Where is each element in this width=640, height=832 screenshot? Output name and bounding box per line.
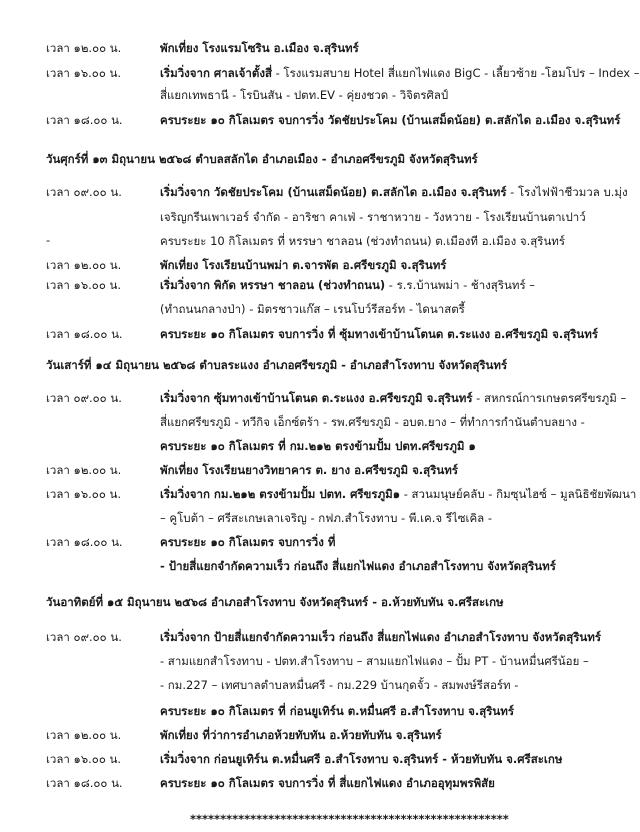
time-label: เวลา ๑๘.๐๐ น. (46, 327, 123, 341)
activity-text: ครบระยะ ๑๐ กิโลเมตร จบการวิ่ง ที่ (160, 535, 336, 549)
time-label: เวลา ๑๒.๐๐ น. (46, 463, 122, 477)
day-header-text: วันอาทิตย์ที่ ๑๕ มิถุนายน ๒๕๖๘ อำเภอสำโรงทาบ จังหวัดสุรินทร์ - อ.ห้วยทับทัน จ.ศรีสะเกษ (46, 595, 504, 609)
day-header-text: วันศุกร์ที่ ๑๓ มิถุนายน ๒๕๖๘ ตำบลสลักได อำเภอเมือง - อำเภอศรีขรภูมิ จังหวัดสุรินทร์ (46, 152, 478, 166)
activity-text: เริ่มวิ่งจาก ก่อนยูเทิร์น ต.หมื่นศรี อ.สำโรงทาบ จ.สุรินทร์ - ห้วยทับทัน จ.ศรีสะเกษ (160, 752, 563, 766)
activity-route: - สามแยกสำโรงทาบ - ปตท.สำโรงทาบ – สามแยกไฟแดง – ปั้ม PT - บ้านหมื่นศรีน้อย – (160, 654, 589, 668)
activity-bold: เริ่มวิ่งจาก ศาลเจ้าตั้งสี่ (160, 66, 272, 80)
activity-bold: เริ่มวิ่งจาก กม.๒๑๒ ตรงข้ามปั้ม ปตท. ศรีขรภูมิ๑ (160, 487, 401, 501)
time-label: เวลา ๑๘.๐๐ น. (46, 535, 123, 549)
time-label: เวลา ๐๙.๐๐ น. (46, 630, 122, 644)
time-label: เวลา ๑๒.๐๐ น. (46, 41, 122, 55)
activity-text: ครบระยะ ๑๐ กิโลเมตร จบการวิ่ง ที่ ซุ้มทางเข้าบ้านโตนด ต.ระแงง อ.ศรีขรภูมิ จ.สุรินทร์ (160, 327, 599, 341)
activity-route: - สวนมนุษย์คลับ - กิมซุนไฮซ์ – มูลนิธิชัยพัฒนา (400, 487, 637, 501)
time-label: เวลา ๑๖.๐๐ น. (46, 66, 122, 80)
activity-text: เริ่มวิ่งจาก ป้ายสี่แยกจำกัดความเร็ว ก่อนถึง สี่แยกไฟแดง อำเภอสำโรงทาบ จังหวัดสุรินทร์ (160, 630, 602, 644)
time-label: เวลา ๑๒.๐๐ น. (46, 258, 122, 272)
activity-text (160, 184, 628, 202)
day-header-text: วันเสาร์ที่ ๑๔ มิถุนายน ๒๕๖๘ ตำบลระแงง อำเภอศรีขรภูมิ - อำเภอสำโรงทาบ จังหวัดสุรินทร์ (46, 358, 508, 372)
footer-stars: ***************************************************** (190, 812, 509, 826)
activity-route: – คูโบต้า – ศรีสะเกษเลาเจริญ - กฟภ.สำโรงทาบ - พี.เค.จ รีไซเคิล - (160, 511, 492, 525)
activity-route: สี่แยกเทพธานี - โรบินสัน - ปตท.EV - คุ่ยงชวด - วิจิตรศิลป์ (160, 88, 449, 102)
activity-text: ครบระยะ ๑๐ กิโลเมตร จบการวิ่ง วัดชัยประโคม (บ้านเสม็ดน้อย) ต.สลักได อ.เมือง จ.สุรินทร์ (160, 113, 621, 127)
bullet-dash: - (46, 233, 51, 247)
time-label: เวลา ๑๖.๐๐ น. (46, 278, 122, 292)
activity-text: - ป้ายสี่แยกจำกัดความเร็ว ก่อนถึง สี่แยกไฟแดง อำเภอสำโรงทาบ จังหวัดสุรินทร์ (160, 559, 556, 573)
activity-text: พักเที่ยง โรงเรียนบ้านพม่า ต.จารพัต อ.ศรีขรภูมิ จ.สุรินทร์ (160, 258, 447, 272)
activity-route: - สหกรณ์การเกษตรศรีขรภูมิ – (472, 391, 627, 405)
time-label: เวลา ๐๙.๐๐ น. (46, 391, 122, 405)
activity-text (160, 65, 639, 83)
activity-route: - ร.ร.บ้านพม่า - ช้างสุรินทร์ – (385, 278, 536, 292)
activity-bold: เริ่มวิ่งจาก วัดชัยประโคม (บ้านเสม็ดน้อย) ต.สลักได อ.เมือง จ.สุรินทร์ (160, 185, 507, 199)
time-label: เวลา ๑๒.๐๐ น. (46, 728, 122, 742)
activity-text: ครบระยะ ๑๐ กิโลเมตร จบการวิ่ง ที่ สี่แยกไฟแดง อำเภออุทุมพรพิสัย (160, 776, 495, 790)
activity-text: พักเที่ยง โรงแรมโซริน อ.เมือง จ.สุรินทร์ (160, 41, 359, 55)
activity-text: ครบระยะ ๑๐ กิโลเมตร ที่ กม.๒๑๒ ตรงข้ามปั้ม ปตท.ศรีขรภูมิ ๑ (160, 439, 476, 453)
activity-route: สี่แยกศรีขรภูมิ - ทวีกิจ เอ็กซ์ตร้า - รพ.ศรีขรภูมิ - อบต.ยาง – ที่ทำการกำนันตำบลยาง - (160, 415, 585, 429)
activity-text: พักเที่ยง ที่ว่าการอำเภอห้วยทับทัน อ.ห้วยทับทัน จ.สุรินทร์ (160, 728, 442, 742)
time-label: เวลา ๑๖.๐๐ น. (46, 487, 122, 501)
activity-route: - กม.227 – เทศบาลตำบลหมื่นศรี - กม.229 บ้านกุดจั้ว - สมพงษ์รีสอร์ท - (160, 678, 519, 692)
time-label: เวลา ๑๘.๐๐ น. (46, 776, 123, 790)
activity-text: พักเที่ยง โรงเรียนยางวิทยาคาร ต. ยาง อ.ศรีขรภูมิ จ.สุรินทร์ (160, 463, 458, 477)
activity-text (160, 277, 535, 295)
time-label: เวลา ๑๖.๐๐ น. (46, 752, 122, 766)
activity-bold: เริ่มวิ่งจาก พิกัด หรรษา ชาลอน (ช่วงทำถนน) (160, 278, 386, 292)
time-label: เวลา ๑๘.๐๐ น. (46, 113, 123, 127)
activity-bold: เริ่มวิ่งจาก ซุ้มทางเข้าบ้านโตนด ต.ระแงง อ.ศรีขรภูมิ จ.สุรินทร์ (160, 391, 473, 405)
activity-route: - โรงแรมสบาย Hotel สี่แยกไฟแดง BigC - เลี้ยวซ้าย -โฮมโปร – Index – (271, 66, 640, 80)
activity-text (160, 486, 636, 504)
activity-route: - โรงไฟฟ้าชีวมวล บ.มุ่ง (506, 185, 628, 199)
activity-route: เจริญกรีนเพาเวอร์ จำกัด - อาริชา คาเฟ่ - ราชาหวาย - วังหวาย - โรงเรียนบ้านตาเปาว์ (160, 210, 586, 224)
activity-route: (ทำถนนกลางป่า) - มิตรชาวแก๊ส – เรนโบว์รีสอร์ท - ไดนาสตรี้ (160, 302, 465, 316)
activity-text: ครบระยะ ๑๐ กิโลเมตร ที่ ก่อนยูเทิร์น ต.หมื่นศรี อ.สำโรงทาบ จ.สุรินทร์ (160, 704, 515, 718)
time-label: เวลา ๐๙.๐๐ น. (46, 185, 122, 199)
activity-text (160, 390, 626, 408)
activity-route: ครบระยะ 10 กิโลเมตร ที่ หรรษา ชาลอน (ช่วงทำถนน) ต.เมืองที อ.เมือง จ.สุรินทร์ (160, 234, 566, 248)
